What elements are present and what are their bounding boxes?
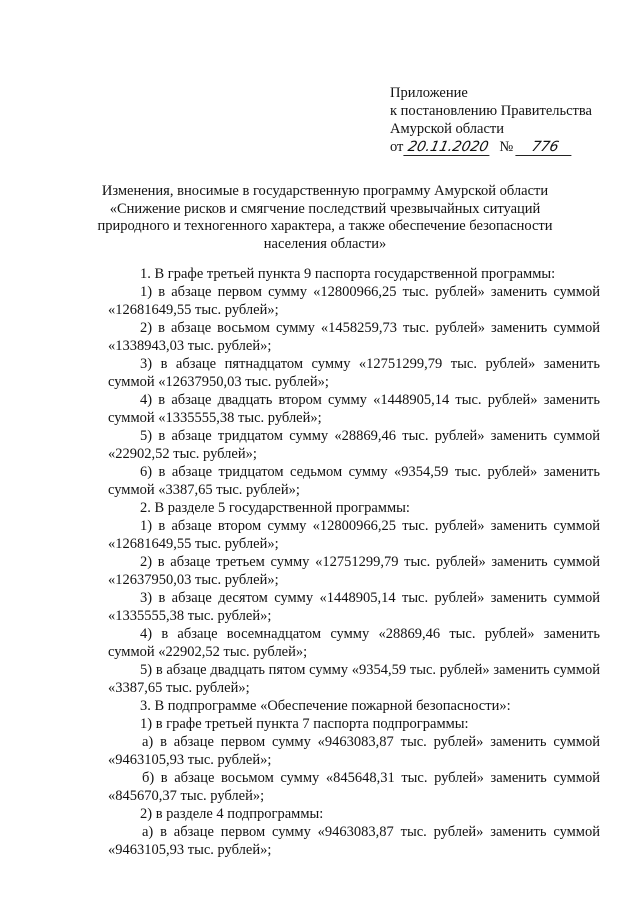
document-title: Изменения, вносимые в государственную программу Амурской области «Снижение рисков и смягчение последствий чрезвычайных ситуаций природного и техногенного характера, а также обеспечение безопасности населения области» [97,183,553,252]
paragraph: 2) в разделе 4 подпрограммы: [140,806,324,822]
paragraph: 3. В подпрограмме «Обеспечение пожарной безопасности»: [140,698,511,714]
paragraph: а) в абзаце первом сумму «9463083,87 тыс. рублей» заменить суммой «9463105,93 тыс. рублей»; [108,824,600,858]
resolution-date-line [390,138,592,156]
paragraph: 2. В разделе 5 государственной программы: [140,500,410,516]
appendix-block [390,84,592,156]
appendix-line-2: к постановлению Правительства [390,103,592,119]
paragraph: б) в абзаце восьмом сумму «845648,31 тыс. рублей» заменить суммой «845670,37 тыс. рублей»; [108,770,600,804]
paragraph: 2) в абзаце третьем сумму «12751299,79 тыс. рублей» заменить суммой «12637950,03 тыс. рублей»; [108,554,600,588]
paragraph: 1) в абзаце втором сумму «12800966,25 тыс. рублей» заменить суммой «12681649,55 тыс. рублей»; [108,518,600,552]
paragraph: 3) в абзаце десятом сумму «1448905,14 тыс. рублей» заменить суммой «1335555,38 тыс. рублей»; [108,590,600,624]
document-body [108,265,600,859]
handwritten-date: 20.11.2020 [404,140,493,156]
paragraph: а) в абзаце первом сумму «9463083,87 тыс. рублей» заменить суммой «9463105,93 тыс. рублей»; [108,734,600,768]
paragraph: 3) в абзаце пятнадцатом сумму «12751299,79 тыс. рублей» заменить суммой «12637950,03 тыс. рублей»; [108,356,600,390]
paragraph: 4) в абзаце двадцать втором сумму «1448905,14 тыс. рублей» заменить суммой «1335555,38 тыс. рублей»; [108,392,600,426]
appendix-line-3: Амурской области [390,121,504,137]
date-prefix: от [390,139,404,155]
paragraph: 5) в абзаце тридцатом сумму «28869,46 тыс. рублей» заменить суммой «22902,52 тыс. рублей»; [108,428,600,462]
paragraph: 2) в абзаце восьмом сумму «1458259,73 тыс. рублей» заменить суммой «1338943,03 тыс. рублей»; [108,320,600,354]
number-label: № [499,139,514,155]
paragraph: 1) в графе третьей пункта 7 паспорта подпрограммы: [140,716,469,732]
paragraph: 6) в абзаце тридцатом седьмом сумму «9354,59 тыс. рублей» заменить суммой «3387,65 тыс. рублей»; [108,464,600,498]
paragraph: 1. В графе третьей пункта 9 паспорта государственной программы: [140,266,556,282]
paragraph: 1) в абзаце первом сумму «12800966,25 тыс. рублей» заменить суммой «12681649,55 тыс. рублей»; [108,284,600,318]
paragraph: 5) в абзаце двадцать пятом сумму «9354,59 тыс. рублей» заменить суммой «3387,65 тыс. рублей»; [108,662,600,696]
handwritten-number: 776 [516,140,575,156]
appendix-line-1: Приложение [390,85,468,101]
paragraph: 4) в абзаце восемнадцатом сумму «28869,46 тыс. рублей» заменить суммой «22902,52 тыс. рублей»; [108,626,600,660]
